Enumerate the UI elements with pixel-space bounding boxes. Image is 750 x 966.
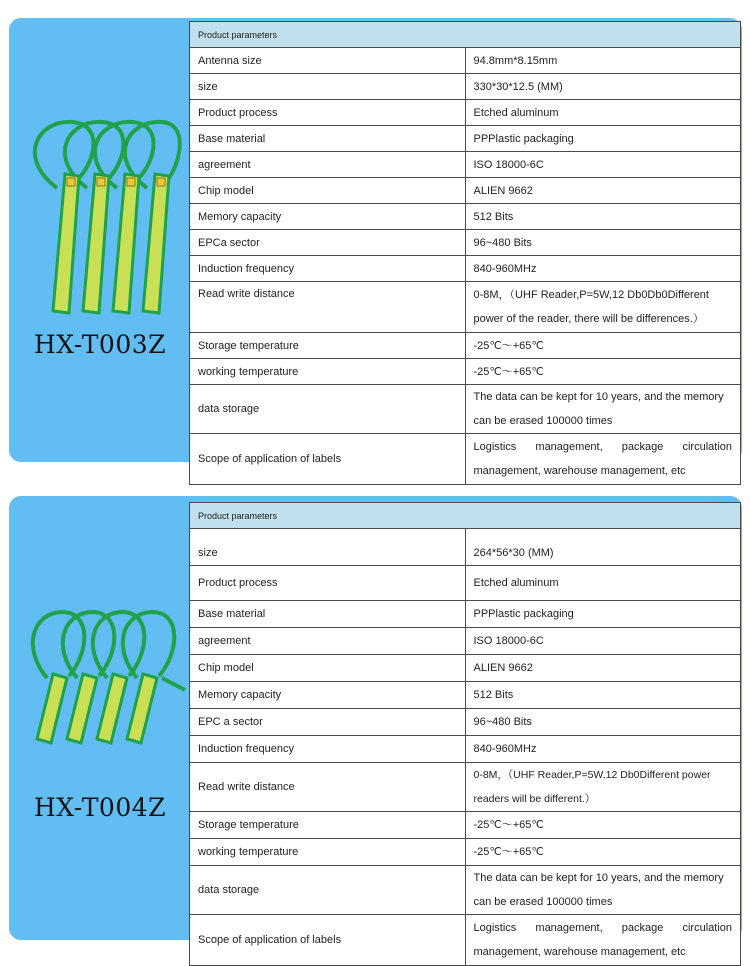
param-value: Logistics management, package circulation management, warehouse management, etc [465,915,741,966]
param-label: EPCa sector [190,230,466,256]
table-row [190,126,741,152]
param-value: ISO 18000-6C [465,152,741,178]
param-value: -25℃～+65℃ [465,333,741,359]
table-row [190,152,741,178]
param-label: Base material [190,601,466,628]
param-label: size [190,529,466,566]
param-value: -25℃～+65℃ [465,812,741,839]
param-label: Chip model [190,655,466,682]
param-label: Scope of application of labels [190,434,466,485]
table-row [190,682,741,709]
param-label: Induction frequency [190,736,466,763]
table-row [190,282,741,333]
param-label: Product process [190,100,466,126]
param-value: -25℃～+65℃ [465,359,741,385]
table-row [190,736,741,763]
table-row [190,230,741,256]
table-header: Product parameters [190,22,741,48]
table-row [190,74,741,100]
table-row [190,655,741,682]
param-value: ALIEN 9662 [465,655,741,682]
param-value: 840-960MHz [465,256,741,282]
cable-tie-tags-image [17,598,187,798]
param-label: working temperature [190,359,466,385]
param-label: size [190,74,466,100]
param-label: EPC a sector [190,709,466,736]
parameters-table [189,502,741,966]
table-header-row [190,503,741,529]
param-value: PPPlastic packaging [465,601,741,628]
param-value: 94.8mm*8.15mm [465,48,741,74]
table-row [190,529,741,566]
param-value: 840-960MHz [465,736,741,763]
table-row [190,709,741,736]
model-name: HX-T003Z [33,330,167,359]
table-row [190,178,741,204]
param-label: Product process [190,566,466,601]
product-card-hx-t004z [9,496,742,958]
table-row [190,839,741,866]
param-value: Etched aluminum [465,566,741,601]
table-row [190,628,741,655]
table-header-row [190,22,741,48]
param-value: 96~480 Bits [465,709,741,736]
param-label: Read write distance [190,763,466,812]
table-row [190,333,741,359]
param-value: The data can be kept for 10 years, and the memory can be erased 100000 times [465,385,741,434]
param-label: data storage [190,866,466,915]
table-row [190,204,741,230]
param-label: Induction frequency [190,256,466,282]
param-value: 512 Bits [465,204,741,230]
param-value: 96~480 Bits [465,230,741,256]
param-value: 264*56*30 (MM) [465,529,741,566]
table-row [190,812,741,839]
param-value: ALIEN 9662 [465,178,741,204]
param-label: Antenna size [190,48,466,74]
param-label: Base material [190,126,466,152]
table-row [190,915,741,966]
table-row [190,385,741,434]
param-label: Memory capacity [190,204,466,230]
table-row [190,763,741,812]
table-row [190,256,741,282]
param-label: data storage [190,385,466,434]
cable-tie-tags-image [17,118,187,318]
param-value: -25℃～+65℃ [465,839,741,866]
param-value: ISO 18000-6C [465,628,741,655]
product-card-hx-t003z [9,18,742,477]
param-label: agreement [190,628,466,655]
param-value: 0-8M，（UHF Reader,P=5W,12 Db0Db0Different power of the reader, there will be differences.） [465,282,741,333]
param-label: Storage temperature [190,812,466,839]
param-value: The data can be kept for 10 years, and the memory can be erased 100000 times [465,866,741,915]
model-name: HX-T004Z [33,793,167,822]
table-row [190,48,741,74]
param-label: Memory capacity [190,682,466,709]
param-label: working temperature [190,839,466,866]
table-row [190,866,741,915]
parameters-table [189,21,741,485]
table-header: Product parameters [190,503,741,529]
param-label: agreement [190,152,466,178]
param-value: Etched aluminum [465,100,741,126]
param-value: Logistics management, package circulation management, warehouse management, etc [465,434,741,485]
param-value: PPPlastic packaging [465,126,741,152]
param-label: Scope of application of labels [190,915,466,966]
param-label: Storage temperature [190,333,466,359]
param-label: Chip model [190,178,466,204]
param-value: 330*30*12.5 (MM) [465,74,741,100]
param-value: 512 Bits [465,682,741,709]
table-row [190,359,741,385]
param-value: 0-8M，（UHF Reader,P=5W,12 Db0Different power readers will be different.） [465,763,741,812]
table-row [190,100,741,126]
table-row [190,566,741,601]
param-label: Read write distance [190,282,466,333]
table-row [190,434,741,485]
table-row [190,601,741,628]
